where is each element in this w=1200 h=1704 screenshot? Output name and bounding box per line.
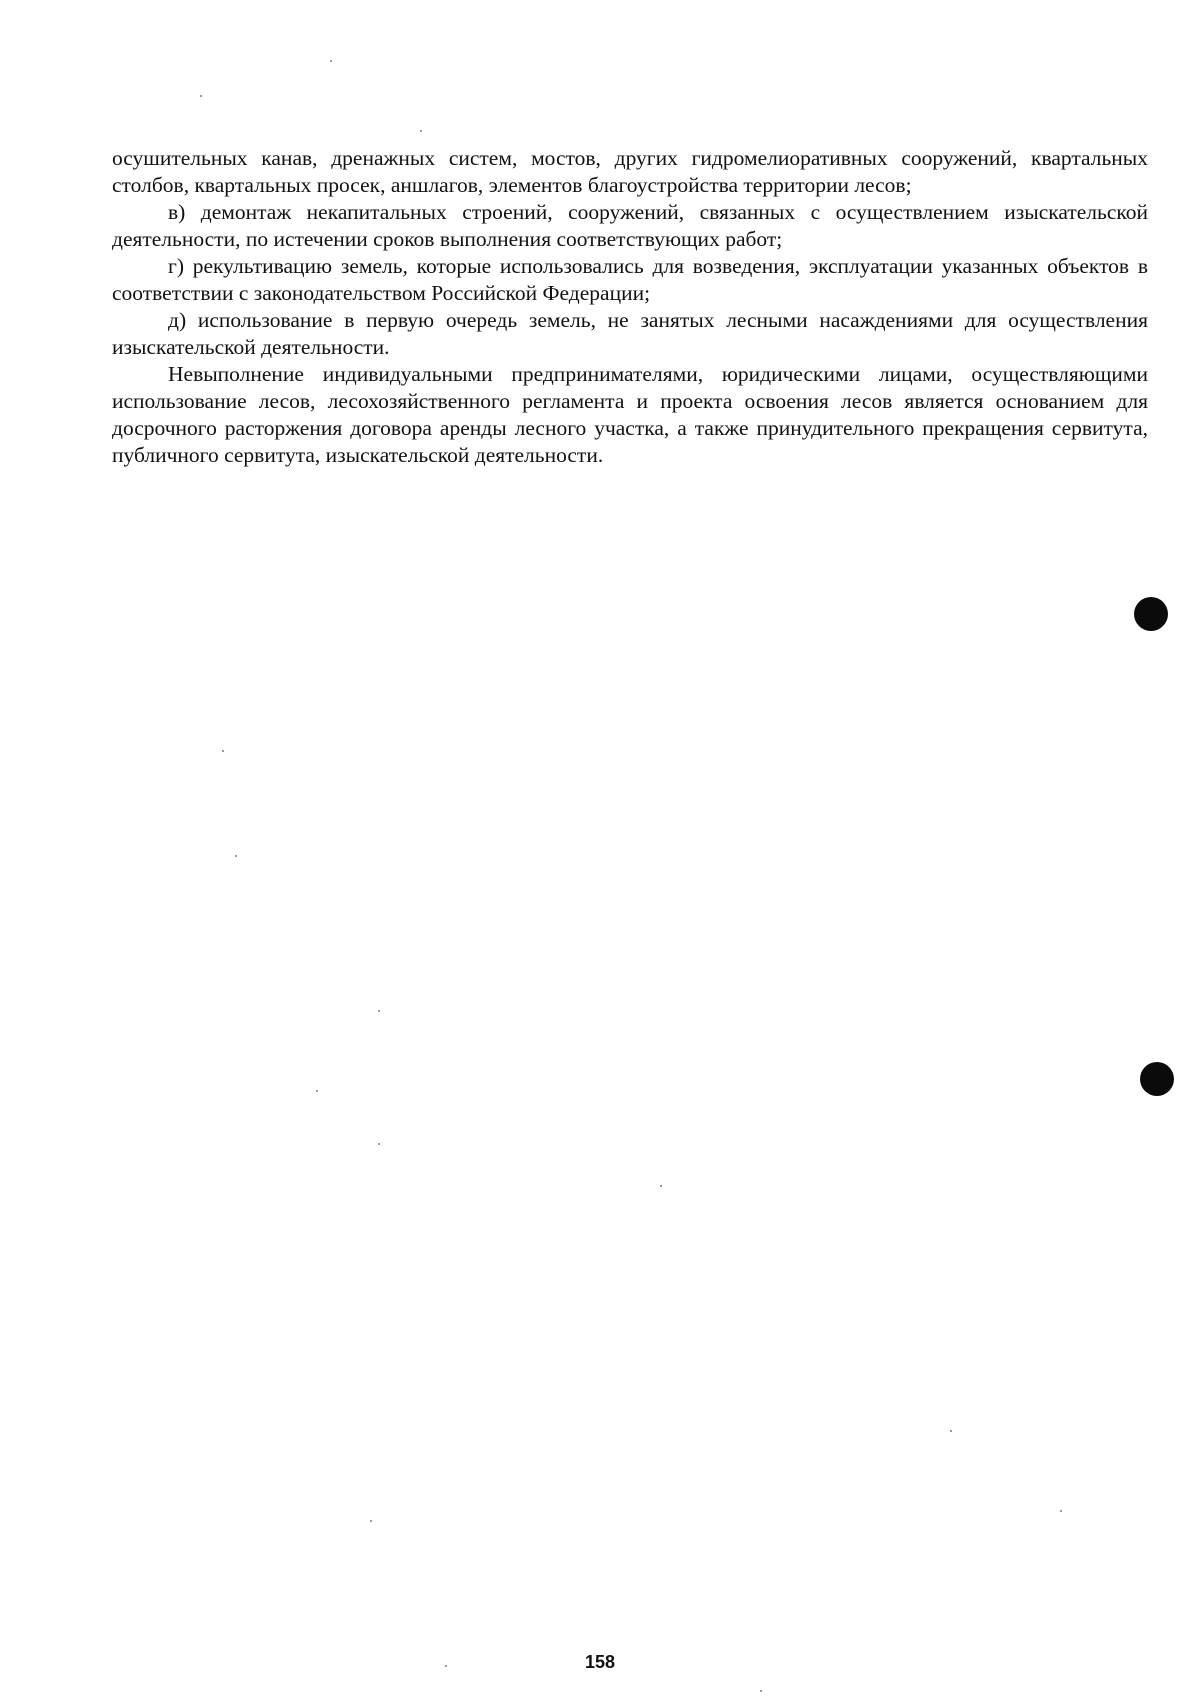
scan-speck: [950, 1430, 952, 1432]
paragraph-continuation: осушительных канав, дренажных систем, мостов, других гидромелиоративных сооружений, квартальных столбов, квартальных просек, аншлагов, элементов благоустройства территории лесов;: [112, 146, 1148, 197]
scan-speck: [330, 60, 332, 62]
paragraph-item-g: г) рекультивацию земель, которые использовались для возведения, эксплуатации указанных объектов в соответствии с законодательством Российской Федерации;: [112, 254, 1148, 305]
scan-speck: [235, 855, 237, 857]
scan-speck: [420, 130, 422, 132]
body-text: [112, 145, 1148, 469]
paragraph-item-d: д) использование в первую очередь земель, не занятых лесными насаждениями для осуществления изыскательской деятельности.: [112, 308, 1148, 359]
punch-hole-mark: [1140, 1062, 1174, 1096]
scan-speck: [760, 1690, 762, 1692]
scan-speck: [200, 95, 202, 97]
scan-speck: [1060, 1510, 1062, 1512]
paragraph-item-v: в) демонтаж некапитальных строений, сооружений, связанных с осуществлением изыскательской деятельности, по истечении сроков выполнения соответствующих работ;: [112, 200, 1148, 251]
punch-hole-mark: [1134, 597, 1168, 631]
page-number: 158: [584, 1652, 616, 1672]
scan-speck: [316, 1090, 318, 1092]
scan-speck: [370, 1520, 372, 1522]
paragraph-conclusion: Невыполнение индивидуальными предпринимателями, юридическими лицами, осуществляющими использование лесов, лесохозяйственного регламента и проекта освоения лесов является основанием для досрочного расторжения договора аренды лесного участка, а также принудительного прекращения сервитута, публичного сервитута, изыскательской деятельности.: [112, 362, 1148, 467]
scan-speck: [222, 750, 224, 752]
scan-speck: [660, 1185, 662, 1187]
scan-speck: [378, 1143, 380, 1145]
scan-speck: [378, 1010, 380, 1012]
